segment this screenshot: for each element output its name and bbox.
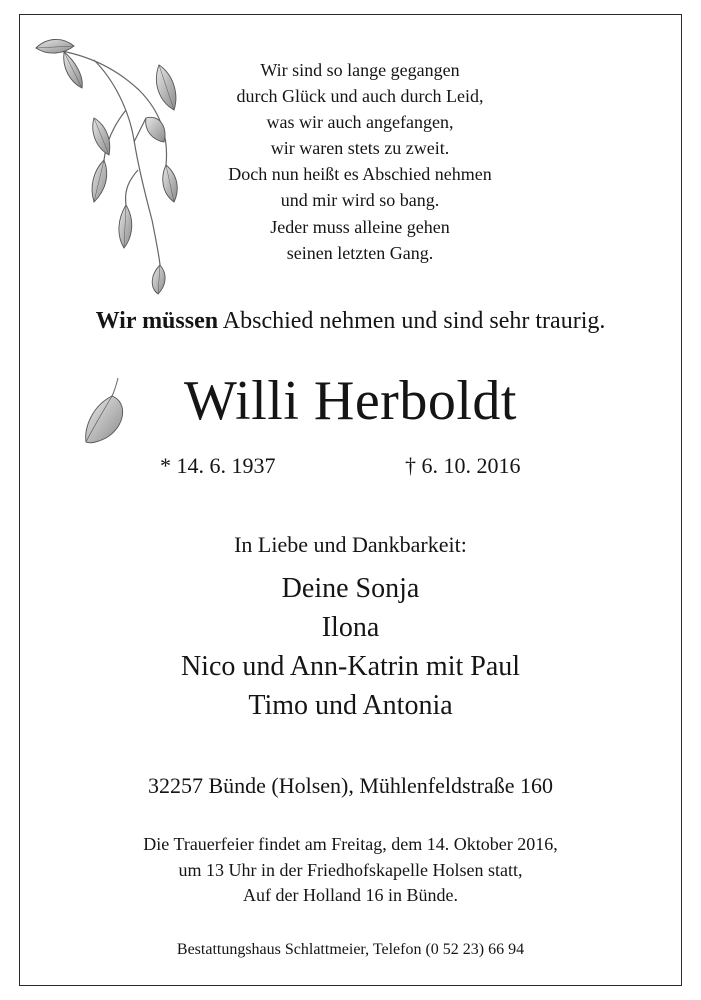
service-details	[0, 832, 701, 909]
family-address: 32257 Bünde (Holsen), Mühlenfeldstraße 160	[147, 773, 554, 798]
service-line: Die Trauerfeier findet am Freitag, dem 14. Oktober 2016,	[143, 834, 558, 854]
poem-line: Wir sind so lange gegangen	[260, 60, 460, 80]
family-members	[0, 569, 701, 725]
poem-line: Doch nun heißt es Abschied nehmen	[228, 164, 492, 185]
funeral-home-contact: Bestattungshaus Schlattmeier, Telefon (0 52 23) 66 94	[176, 941, 525, 958]
poem-line: wir waren stets zu zweit.	[270, 138, 450, 159]
service-line: um 13 Uhr in der Friedhofskapelle Holsen statt,	[178, 859, 523, 880]
farewell-text: Abschied nehmen und sind sehr traurig.	[222, 308, 606, 334]
death-date: † 6. 10. 2016	[405, 453, 521, 478]
family-intro: In Liebe und Dankbarkeit:	[234, 532, 467, 557]
poem-line: durch Glück und auch durch Leid,	[236, 86, 484, 107]
family-member: Ilona	[321, 612, 380, 643]
family-member: Timo und Antonia	[248, 690, 453, 721]
birth-date: * 14. 6. 1937	[160, 453, 276, 478]
poem-line: Jeder muss alleine gehen	[270, 216, 450, 237]
deceased-name: Willi Herboldt	[184, 370, 517, 432]
family-member: Nico und Ann-Katrin mit Paul	[180, 651, 521, 682]
memorial-poem	[190, 57, 530, 266]
family-member: Deine Sonja	[281, 573, 420, 604]
poem-line: seinen letzten Gang.	[286, 242, 434, 263]
farewell-sentence	[0, 308, 701, 335]
poem-line: und mir wird so bang.	[280, 190, 440, 211]
farewell-bold-lead: Wir müssen	[95, 308, 219, 334]
birch-branch-illustration	[34, 30, 189, 295]
service-line: Auf der Holland 16 in Bünde.	[243, 885, 458, 905]
poem-line: was wir auch angefangen,	[266, 112, 454, 133]
